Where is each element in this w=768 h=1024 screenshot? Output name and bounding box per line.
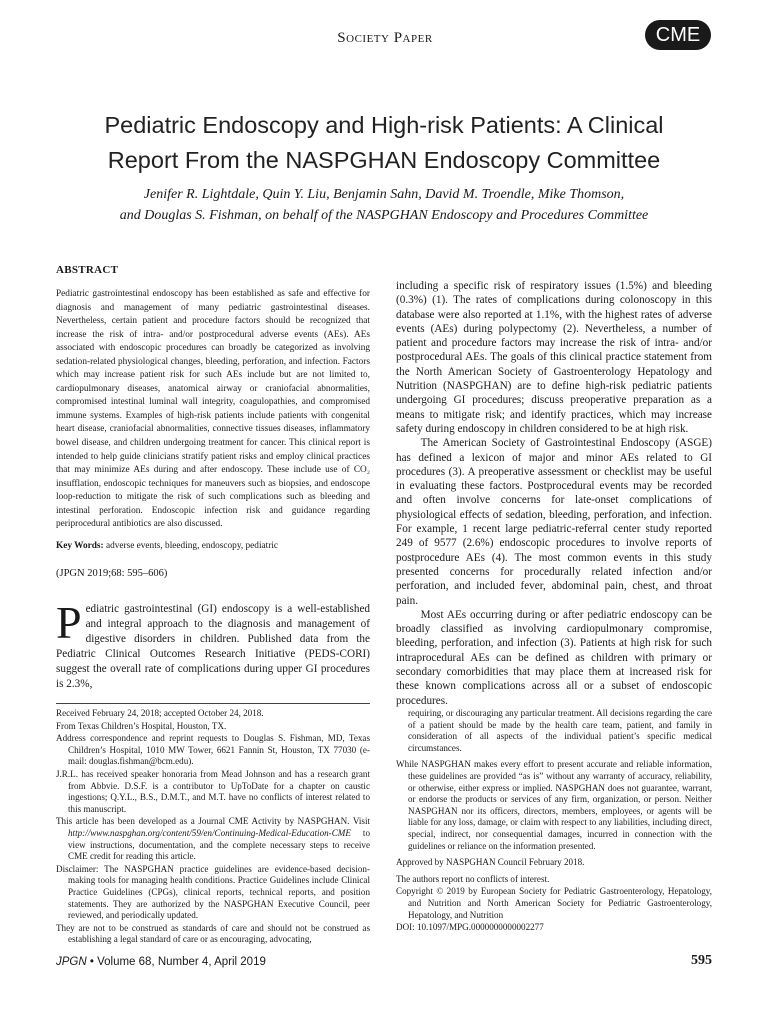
cme-note-prefix: This article has been developed as a Journal CME Activity by NASPGHAN. Visit xyxy=(56,816,370,827)
keywords-list: adverse events, bleeding, endoscopy, pediatric xyxy=(105,540,279,551)
body-paragraph-3: Most AEs occurring during or after pediatric endoscopy can be broadly classified as involving cardiopulmonary compromise, bleeding, perforation, and infection (3). Patients at high risk for such intraprocedural AEs can be defined as children with primary or secondary comorbidities that may place them at increased risk for these known complications across all or a subset of endoscopic procedures. xyxy=(396,608,712,707)
body-paragraph-1: including a specific risk of respiratory issues (1.5%) and bleeding (0.3%) (1). The rates of complications during colonoscopy in this database were also reported at 1.1%, with the highest rates of adverse events (AEs) during polypectomy (2). Nevertheless, a number of patient and procedure factors may increase the risk of intra- and/or postprocedural AEs. The goals of this clinical practice statement from the North American Society of Gastroenterology Hepatology and Nutrition (NASPGHAN) are to define high-risk pediatric patients undergoing GI procedures; discuss preoperative preparation as a means to mitigate risk; and identify practices, which may increase safety during endoscopy in children considered to be at high risk. xyxy=(396,280,712,435)
keywords-label: Key Words: xyxy=(56,540,104,551)
cme-link[interactable]: http://www.naspghan.org/content/59/en/Continuing-Medical-Education-CME xyxy=(68,827,351,838)
drop-cap: P xyxy=(56,597,82,648)
footnotes-right xyxy=(396,708,712,935)
approval-note: Approved by NASPGHAN Council February 2018. xyxy=(396,857,585,868)
page-number: 595 xyxy=(691,953,712,968)
title-line-2: Report From the NASPGHAN Endoscopy Committee xyxy=(107,147,661,173)
doi-note: DOI: 10.1097/MPG.0000000000002277 xyxy=(396,922,544,933)
section-label: Society Paper xyxy=(337,30,433,46)
affiliation-note: From Texas Children’s Hospital, Houston, TX. xyxy=(56,720,227,731)
citation: (JPGN 2019;68: 595–606) xyxy=(56,567,168,579)
authors-line-1: Jenifer R. Lightdale, Quin Y. Liu, Benjamin Sahn, David M. Troendle, Mike Thomson, xyxy=(143,187,625,202)
issue-info: • Volume 68, Number 4, April 2019 xyxy=(86,956,266,968)
footnotes-left xyxy=(56,708,370,947)
cme-badge: CME xyxy=(645,20,711,50)
abstract-heading: ABSTRACT xyxy=(56,264,119,276)
intro-text: ediatric gastrointestinal (GI) endoscopy is a well-established and integral approach to the diagnosis and management of digestive disorders in children. Published data from the Pediatric Clinical Outcomes Research Initiative (PEDS-CORI) suggest the overall rate of complications during upper GI procedures is 2.3%, xyxy=(56,603,370,690)
footnote-divider xyxy=(56,703,370,704)
abstract-block xyxy=(56,288,370,581)
conflict-note: The authors report no conflicts of interest. xyxy=(396,873,550,884)
disclaimer-note: Disclaimer: The NASPGHAN practice guidelines are evidence-based decision-making tools for managing health conditions. Practice Guidelines include Clinical Practice Guidelines (CPGs), clinical reports, technical reports, and position statements. They are authorized by the NASPGHAN Executive Council, peer reviewed, and periodically updated. xyxy=(56,863,370,921)
body-right-column xyxy=(396,279,712,708)
cme-note-suffix: to view instructions, documentation, and the complete necessary steps to receive CME credit for reading this article. xyxy=(68,827,370,862)
abstract-text: Pediatric gastrointestinal endoscopy has been established as safe and effective for diagnosis and management of many pediatric gastrointestinal diseases. Nevertheless, certain patient and procedure factors should be recognized that increase the risk of intra- and/or postprocedural adverse events (AEs). AEs associated with endoscopic procedures can broadly be categorized as involving sedation-related physiological changes, bleeding, perforation, and infection. Factors which may increase patient risk for such AEs include but are not limited to, cardiopulmonary diseases, anatomical airway or craniofacial abnormalities, compromised intestinal luminal wall integrity, coagulopathies, and compromised immune systems. Examples of high-risk patients include patients with congenital heart disease, craniofacial abnormalities, connective tissues diseases, inflammatory bowel disease, and children undergoing treatment for cancer. This clinical report is intended to help guide clinicians stratify patient risks and employ clinical practices that may minimize AEs during and after endoscopy. These include use of CO₂ insufflation, endoscopic techniques for maneuvers such as biopsies, and endoscope loop-reduction to mitigate the risk of such complications such as bleeding and intestinal perforation. Endoscopic infection risk and guidance regarding periprocedural antibiotics are also discussed. xyxy=(56,289,370,530)
correspondence-note: Address correspondence and reprint requests to Douglas S. Fishman, MD, Texas Children’s Hospital, 1010 MW Tower, 6621 Fannin St, Houston, TX 77030 (e-mail: douglas.fishman@bcm.edu). xyxy=(56,733,370,767)
authors-line-2: and Douglas S. Fishman, on behalf of the NASPGHAN Endoscopy and Procedures Committee xyxy=(119,208,649,223)
warranty-note: While NASPGHAN makes every effort to present accurate and reliable information, these guidelines are provided “as is” without any warranty of accuracy, reliability, or otherwise, either express or implied. NASPGHAN does not guarantee, warrant, or endorse the products or services of any firm, organization, or person. Neither NASPGHAN nor its officers, directors, members, employees, or agents will be liable for any loss, damage, or claim with respect to any liabilities, including direct, special, indirect, nor consequential damages, incurred in connection with the guidelines or reliance on the information presented. xyxy=(396,759,712,851)
intro-paragraph xyxy=(56,597,370,692)
author-list xyxy=(55,184,713,226)
title-line-1: Pediatric Endoscopy and High-risk Patients: A Clinical xyxy=(104,112,664,138)
cme-note xyxy=(56,816,370,862)
disclaimer-continued: requiring, or discouraging any particular treatment. All decisions regarding the care of a patient should be made by the health care team, patient, and family in consideration of all aspects of the individual patient’s specific medical circumstances. xyxy=(408,708,712,753)
keywords xyxy=(56,540,370,553)
footer-journal-info xyxy=(56,956,266,968)
body-paragraph-2: The American Society of Gastrointestinal Endoscopy (ASGE) has defined a lexicon of major and minor AEs related to GI procedures (3). A preoperative assessment or checklist may be useful in evaluating these factors. Postprocedural events may be recorded and often involve concerns for late-onset complications of physiological effects of sedation, bleeding, perforation, and infection. For example, 1 recent large pediatric-referral center study reported 249 of 9577 (2.6%) endoscopic procedures to involve reports of postprocedure AEs (4). The most common events in this study presented concerns for procedurally related infection and/or perforation, and included fever, abdominal pain, chest, and throat pain. xyxy=(396,437,712,607)
standards-note: They are not to be construed as standards of care and should not be construed as establishing a legal standard of care or as encouraging, advocating, xyxy=(56,922,370,945)
received-note: Received February 24, 2018; accepted October 24, 2018. xyxy=(56,708,264,718)
journal-abbrev: JPGN xyxy=(56,956,87,968)
disclosure-note: J.R.L. has received speaker honoraria from Mead Johnson and has a research grant from Abbvie. D.S.F. is a contributor to UpToDate for a chapter on caustic ingestions; Q.Y.L., B.S., D.M.T., and M.T. have no conflicts of interest related to this manuscript. xyxy=(56,768,370,814)
copyright-note: Copyright © 2019 by European Society for Pediatric Gastroenterology, Hepatology, and Nutrition and North American Society for Pediatric Gastroenterology, Hepatology, and Nutrition xyxy=(396,886,712,920)
article-title xyxy=(40,108,728,178)
